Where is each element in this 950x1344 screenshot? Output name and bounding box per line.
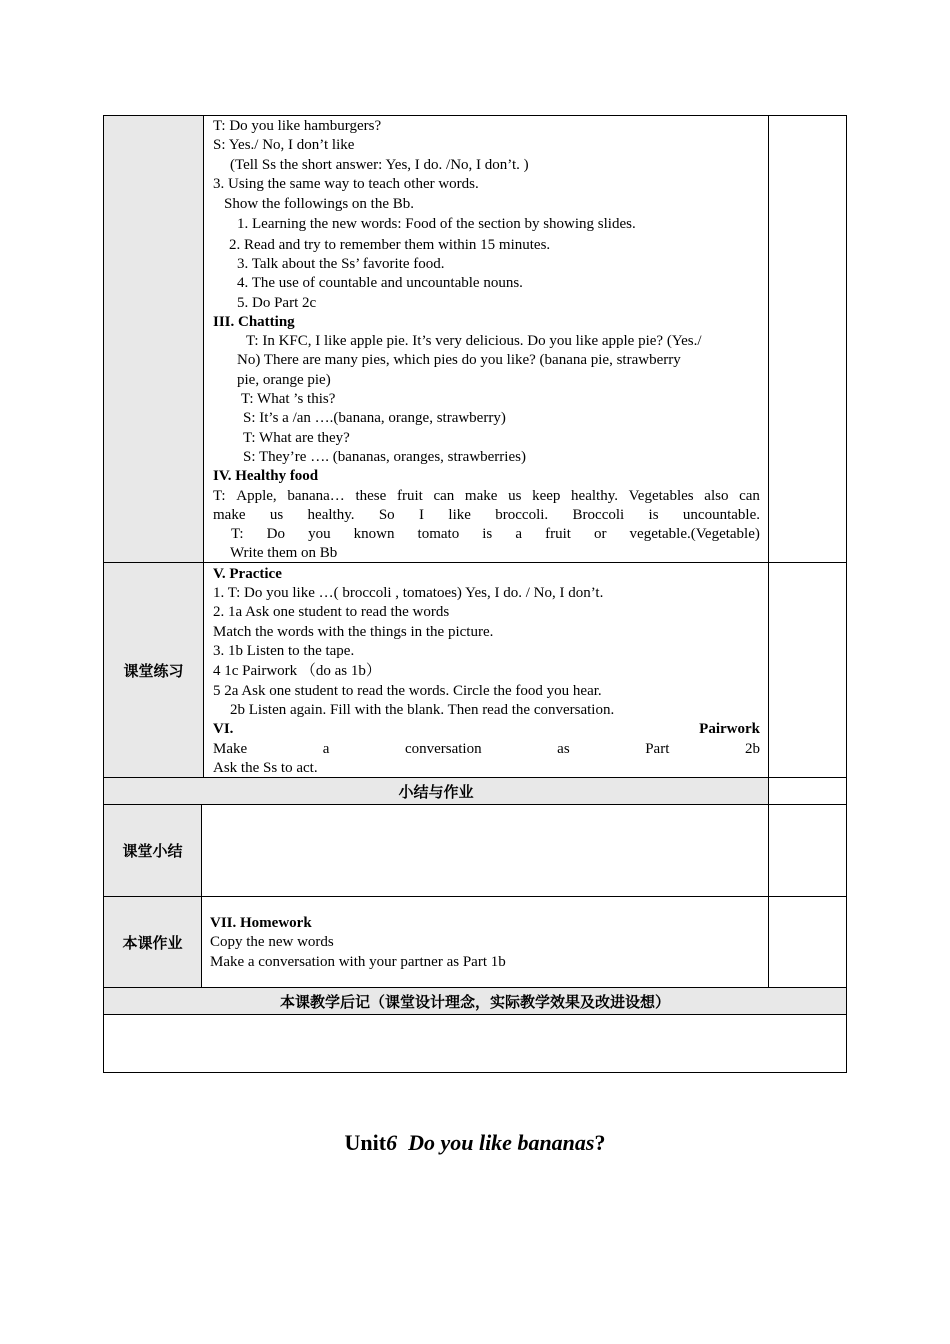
text-line: Make a conversation with your partner as Part 1b xyxy=(210,954,506,970)
text-line: Match the words with the things in the picture. xyxy=(213,624,494,640)
practice-label xyxy=(104,563,203,777)
text-line: 5. Do Part 2c xyxy=(237,295,317,311)
word: us xyxy=(269,507,284,523)
unit-title-prefix: Unit xyxy=(344,1130,387,1155)
reflection-header-row xyxy=(104,988,846,1014)
reflection-header: 本课教学后记（课堂设计理念，实际教学效果及改进设想） xyxy=(279,992,670,1011)
word: make xyxy=(464,488,498,504)
divider xyxy=(103,896,847,897)
unit-title-suffix: ? xyxy=(594,1130,606,1155)
word: is xyxy=(648,507,659,523)
word: uncountable. xyxy=(682,507,760,523)
word: Part xyxy=(645,741,670,757)
word: Pairwork xyxy=(699,721,760,737)
text-line: Ask the Ss to act. xyxy=(213,760,318,776)
word: keep xyxy=(532,488,561,504)
word: like xyxy=(448,507,471,523)
word: is xyxy=(482,526,493,542)
homework-label-text: 本课作业 xyxy=(122,933,183,952)
text-line: 4. The use of countable and uncountable nouns. xyxy=(237,275,523,291)
text-line: 2. Read and try to remember them within 15 minutes. xyxy=(229,237,551,253)
word: Make xyxy=(213,741,248,757)
summary-header: 小结与作业 xyxy=(398,782,474,801)
word: Vegetables xyxy=(628,488,694,504)
section-heading: VII. Homework xyxy=(210,915,312,931)
text-line: 5 2a Ask one student to read the words. Circle the food you hear. xyxy=(213,683,602,699)
word: VI. xyxy=(213,721,234,737)
text-line: Copy the new words xyxy=(210,934,334,950)
word: make xyxy=(213,507,246,523)
word: I xyxy=(419,507,425,523)
justified-line xyxy=(213,720,760,740)
divider xyxy=(203,115,204,777)
practice-label-text: 课堂练习 xyxy=(123,661,184,680)
justified-line xyxy=(213,740,760,760)
justified-line xyxy=(213,487,760,507)
divider xyxy=(768,115,769,988)
word: So xyxy=(378,507,395,523)
text-line: Show the followings on the Bb. xyxy=(224,196,414,212)
text-line: T: What are they? xyxy=(243,430,350,446)
text-line: 3. Using the same way to teach other words. xyxy=(213,176,479,192)
divider xyxy=(103,1014,847,1015)
word: banana… xyxy=(287,488,345,504)
section-heading: IV. Healthy food xyxy=(213,468,319,484)
text-line: 1. Learning the new words: Food of the section by showing slides. xyxy=(237,216,636,232)
unit-title-italic: Do you like bananas xyxy=(408,1130,595,1155)
word: vegetable.(Vegetable) xyxy=(629,526,760,542)
word: Broccoli xyxy=(572,507,625,523)
text-line: (Tell Ss the short answer: Yes, I do. /No, I don’t. ) xyxy=(230,157,529,173)
word: broccoli. xyxy=(495,507,549,523)
word: a xyxy=(322,741,330,757)
text-line: T: Do you like hamburgers? xyxy=(213,118,382,134)
text-line: S: Yes./ No, I don’t like xyxy=(213,137,355,153)
unit-title xyxy=(0,1130,950,1156)
word: can xyxy=(433,488,455,504)
word: can xyxy=(739,488,760,504)
homework-label xyxy=(104,897,201,987)
unit-title-number: 6 xyxy=(386,1130,398,1155)
text-line: T: In KFC, I like apple pie. It’s very delicious. Do you like apple pie? (Yes./ xyxy=(246,333,702,349)
word: T: xyxy=(213,488,226,504)
word: conversation xyxy=(404,741,482,757)
text-line: No) There are many pies, which pies do you like? (banana pie, strawberry xyxy=(237,352,681,368)
word: known xyxy=(353,526,395,542)
summary-header-row xyxy=(104,778,768,804)
word: or xyxy=(593,526,607,542)
text-line: Write them on Bb xyxy=(230,545,338,561)
word: you xyxy=(308,526,331,542)
word: healthy. xyxy=(307,507,355,523)
text-line: 2. 1a Ask one student to read the words xyxy=(213,604,450,620)
word: us xyxy=(508,488,522,504)
text-line: S: They’re …. (bananas, oranges, strawberries) xyxy=(243,449,526,465)
text-line: 1. T: Do you like …( broccoli , tomatoes) Yes, I do. / No, I don’t. xyxy=(213,585,604,601)
summary-label xyxy=(104,805,201,896)
text-line: S: It’s a /an ….(banana, orange, strawberry) xyxy=(243,410,506,426)
word: fruit xyxy=(545,526,571,542)
summary-label-text: 课堂小结 xyxy=(122,842,183,860)
section-heading: III. Chatting xyxy=(213,314,295,330)
divider xyxy=(103,562,847,563)
text-line: 2b Listen again. Fill with the blank. Then read the conversation. xyxy=(230,702,615,718)
text-line: pie, orange pie) xyxy=(237,372,331,388)
word: healthy. xyxy=(571,488,618,504)
word: 2b xyxy=(744,741,760,757)
word: Do xyxy=(266,526,285,542)
word: as xyxy=(557,741,570,757)
text-line: 3. Talk about the Ss’ favorite food. xyxy=(237,256,445,272)
summary-content xyxy=(202,805,768,896)
justified-line xyxy=(231,525,760,545)
word: these xyxy=(355,488,387,504)
word: a xyxy=(515,526,523,542)
text-line: T: What ’s this? xyxy=(241,391,336,407)
word: tomato xyxy=(417,526,460,542)
word: fruit xyxy=(396,488,423,504)
section-heading: V. Practice xyxy=(213,566,282,582)
text-line: 4 1c Pairwork （do as 1b） xyxy=(213,663,381,679)
word: also xyxy=(704,488,729,504)
justified-line xyxy=(213,506,760,526)
word: T: xyxy=(231,526,244,542)
word: Apple, xyxy=(236,488,277,504)
text-line: 3. 1b Listen to the tape. xyxy=(213,643,355,659)
label-cell-shade xyxy=(104,116,203,562)
